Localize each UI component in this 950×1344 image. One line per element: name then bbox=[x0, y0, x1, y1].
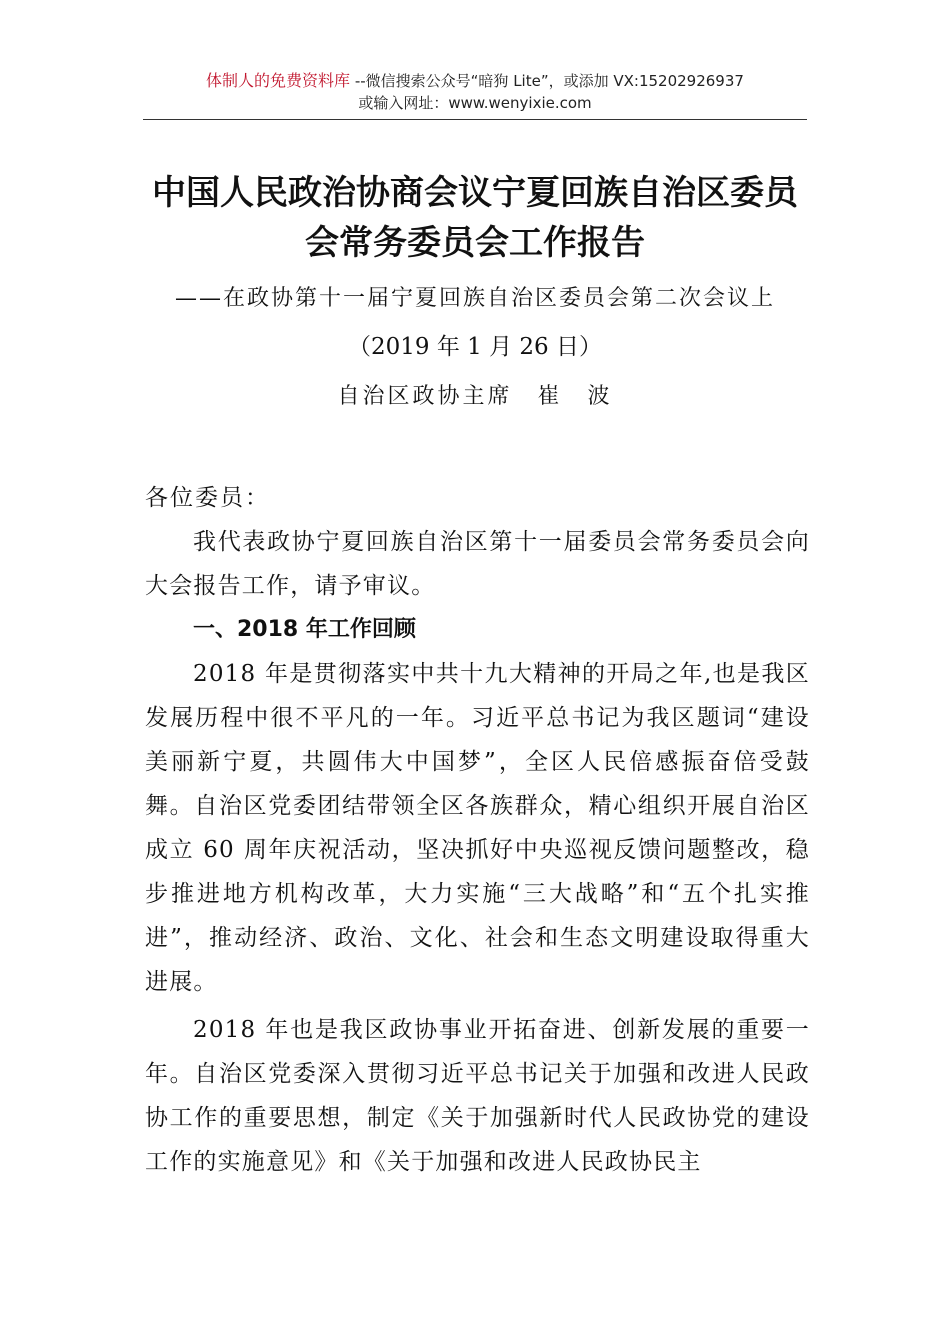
intro-paragraph: 我代表政协宁夏回族自治区第十一届委员会常务委员会向大会报告工作，请予审议。 bbox=[145, 529, 810, 599]
document-subtitle: ——在政协第十一届宁夏回族自治区委员会第二次会议上 bbox=[174, 286, 775, 311]
salutation: 各位委员： bbox=[145, 485, 270, 511]
document-date: （2019 年 1 月 26 日） bbox=[348, 334, 602, 360]
header-website: 或输入网址：www.wenyixie.com bbox=[358, 94, 592, 112]
section-heading: 一、2018 年工作回顾 bbox=[193, 617, 416, 642]
header-banner bbox=[140, 70, 810, 114]
document-title: 中国人民政治协商会议宁夏回族自治区委员会常务委员会工作报告 bbox=[152, 173, 798, 263]
header-contact: --微信搜索公众号“暗狗 Lite”，或添加 VX:15202926937 bbox=[350, 72, 744, 90]
header-brand: 体制人的免费资料库 bbox=[206, 71, 351, 90]
paragraph-2: 2018 年也是我区政协事业开拓奋进、创新发展的重要一年。自治区党委深入贯彻习近平总书记关于加强和改进人民政协工作的重要思想，制定《关于加强新时代人民政协党的建设工作的实施意见》和《关于加强和改进人民政协民主 bbox=[145, 1017, 810, 1175]
header-line-1 bbox=[140, 70, 810, 92]
document-author: 自治区政协主席 崔 波 bbox=[337, 384, 613, 409]
paragraph-1: 2018 年是贯彻落实中共十九大精神的开局之年,也是我区发展历程中很不平凡的一年。习近平总书记为我区题词“建设美丽新宁夏，共圆伟大中国梦”，全区人民倍感振奋倍受鼓舞。自治区党委团结带领全区各族群众，精心组织开展自治区成立 60 周年庆祝活动，坚决抓好中央巡视反馈问题整改，稳步推进地方机构改革，大力实施“三大战略”和“五个扎实推进”，推动经济、政治、文化、社会和生态文明建设取得重大进展。 bbox=[145, 661, 810, 995]
header-divider bbox=[143, 119, 807, 120]
